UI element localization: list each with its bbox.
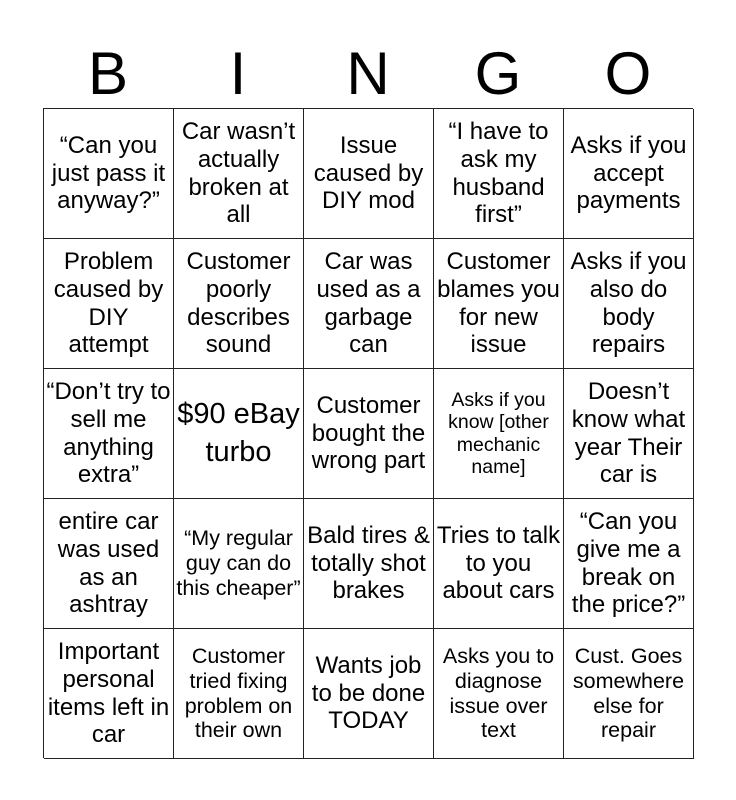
header-letter-g: G [474, 40, 522, 107]
bingo-cell[interactable]: Asks if you know [other mechanic name] [434, 369, 564, 499]
bingo-cell[interactable]: Important personal items left in car [44, 629, 174, 759]
bingo-cell[interactable]: entire car was used as an ashtray [44, 499, 174, 629]
bingo-cell[interactable]: Car was used as a garbage can [304, 239, 434, 369]
bingo-cell[interactable]: Issue caused by DIY mod [304, 109, 434, 239]
bingo-cell[interactable]: Customer tried fixing problem on their own [174, 629, 304, 759]
bingo-cell[interactable]: Bald tires & totally shot brakes [304, 499, 434, 629]
bingo-header [43, 40, 693, 108]
bingo-cell[interactable]: “Can you give me a break on the price?” [564, 499, 694, 629]
bingo-cell[interactable]: $90 eBay turbo [174, 369, 304, 499]
bingo-cell[interactable]: Customer blames you for new issue [434, 239, 564, 369]
bingo-cell[interactable]: Customer bought the wrong part [304, 369, 434, 499]
header-letter-b: B [87, 40, 129, 107]
header-letter-i: I [229, 40, 247, 107]
bingo-cell[interactable]: Doesn’t know what year Their car is [564, 369, 694, 499]
bingo-cell[interactable]: Asks if you accept payments [564, 109, 694, 239]
bingo-cell[interactable]: Tries to talk to you about cars [434, 499, 564, 629]
bingo-cell[interactable]: “My regular guy can do this cheaper” [174, 499, 304, 629]
header-letter-n: N [346, 40, 390, 107]
bingo-grid [43, 108, 693, 758]
bingo-cell[interactable]: Car wasn’t actually broken at all [174, 109, 304, 239]
bingo-cell[interactable]: Cust. Goes somewhere else for repair [564, 629, 694, 759]
header-letter-o: O [604, 40, 652, 107]
bingo-cell[interactable]: Problem caused by DIY attempt [44, 239, 174, 369]
bingo-cell[interactable]: Wants job to be done TODAY [304, 629, 434, 759]
bingo-cell[interactable]: Asks if you also do body repairs [564, 239, 694, 369]
bingo-cell[interactable]: “Don’t try to sell me anything extra” [44, 369, 174, 499]
bingo-cell[interactable]: “I have to ask my husband first” [434, 109, 564, 239]
bingo-cell[interactable]: “Can you just pass it anyway?” [44, 109, 174, 239]
bingo-cell[interactable]: Asks you to diagnose issue over text [434, 629, 564, 759]
bingo-cell[interactable]: Customer poorly describes sound [174, 239, 304, 369]
